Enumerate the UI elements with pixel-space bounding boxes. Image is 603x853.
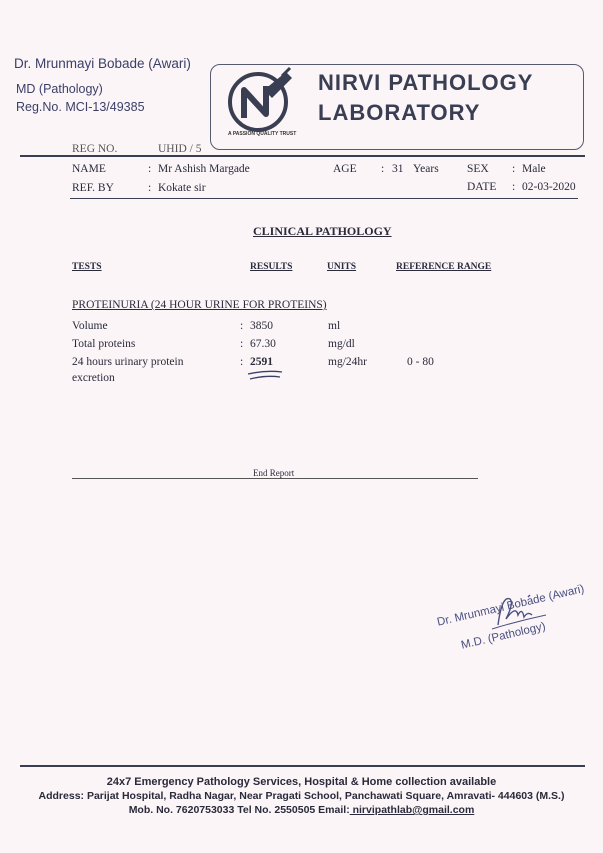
row-volume-test: Volume	[72, 320, 108, 332]
sex-value: Male	[522, 163, 546, 175]
age-label: AGE	[333, 163, 357, 175]
section-title: CLINICAL PATHOLOGY	[253, 224, 392, 238]
header-rule-bottom	[70, 198, 578, 199]
name-value: Mr Ashish Margade	[158, 163, 250, 175]
footer-rule	[20, 765, 585, 767]
col-header-results: RESULTS	[250, 262, 293, 272]
sex-label: SEX	[467, 163, 489, 175]
refby-colon: :	[148, 182, 152, 194]
footer-contact-numbers: Mob. No. 7620753033 Tel No. 2550505 Email:	[128, 804, 350, 816]
lab-tagline: A PASSION QUALITY TRUST	[228, 131, 297, 137]
panel-title: PROTEINURIA (24 HOUR URINE FOR PROTEINS)	[72, 299, 327, 311]
name-label: NAME	[72, 163, 106, 175]
sex-colon: :	[512, 163, 516, 175]
row-urinary-protein-test: 24 hours urinary protein	[72, 356, 184, 368]
footer-services: 24x7 Emergency Pathology Services, Hospital & Home collection available	[106, 776, 497, 788]
row-urinary-protein-unit: mg/24hr	[328, 356, 367, 368]
date-label: DATE	[467, 181, 497, 193]
row-urinary-protein-colon: :	[240, 356, 244, 368]
reg-label: REG NO.	[72, 143, 118, 155]
row-total-proteins-unit: mg/dl	[328, 338, 355, 350]
col-header-tests: TESTS	[72, 262, 102, 272]
signature-name: Dr. Mrunmayi Bobade (Awari)	[436, 583, 586, 629]
end-report-rule	[72, 478, 478, 479]
row-total-proteins-colon: :	[240, 338, 244, 350]
refby-value: Kokate sir	[158, 182, 206, 194]
age-value: 31	[392, 163, 404, 175]
row-urinary-protein-result: 2591	[250, 356, 273, 368]
lab-name-line1: NIRVI PATHOLOGY	[318, 70, 534, 95]
footer-contact	[0, 804, 603, 816]
row-urinary-protein-ref: 0 - 80	[407, 356, 434, 368]
row-volume-result: 3850	[250, 320, 273, 332]
row-total-proteins-test: Total proteins	[72, 338, 136, 350]
date-value: 02-03-2020	[522, 181, 576, 193]
row-volume-colon: :	[240, 320, 244, 332]
doctor-registration: Reg.No. MCI-13/49385	[16, 100, 145, 114]
signature-degree: M.D. (Pathology)	[460, 620, 547, 652]
col-header-units: UNITS	[327, 262, 357, 272]
refby-label: REF. BY	[72, 182, 114, 194]
col-header-reference: REFERENCE RANGE	[396, 262, 492, 272]
age-unit: Years	[413, 163, 439, 175]
end-report-text: End Report	[253, 468, 295, 478]
date-colon: :	[512, 181, 516, 193]
row-volume-unit: ml	[328, 320, 341, 332]
header-rule-top	[20, 155, 585, 157]
result-underline-mark	[246, 368, 286, 382]
doctor-qualification: MD (Pathology)	[16, 82, 103, 96]
footer-address: Address: Parijat Hospital, Radha Nagar, Near Pragati School, Panchawati Square, Amravati- 444603 (M.S.)	[38, 790, 565, 802]
row-total-proteins-result: 67.30	[250, 338, 276, 350]
doctor-name: Dr. Mrunmayi Bobade (Awari)	[14, 56, 191, 71]
footer-email-link[interactable]: nirvipathlab@gmail.com	[349, 804, 475, 816]
row-urinary-protein-test-line2: excretion	[72, 372, 115, 384]
reg-value: UHID / 5	[158, 143, 202, 155]
name-colon: :	[148, 163, 152, 175]
age-colon: :	[381, 163, 385, 175]
lab-name-line2: LABORATORY	[318, 100, 481, 125]
